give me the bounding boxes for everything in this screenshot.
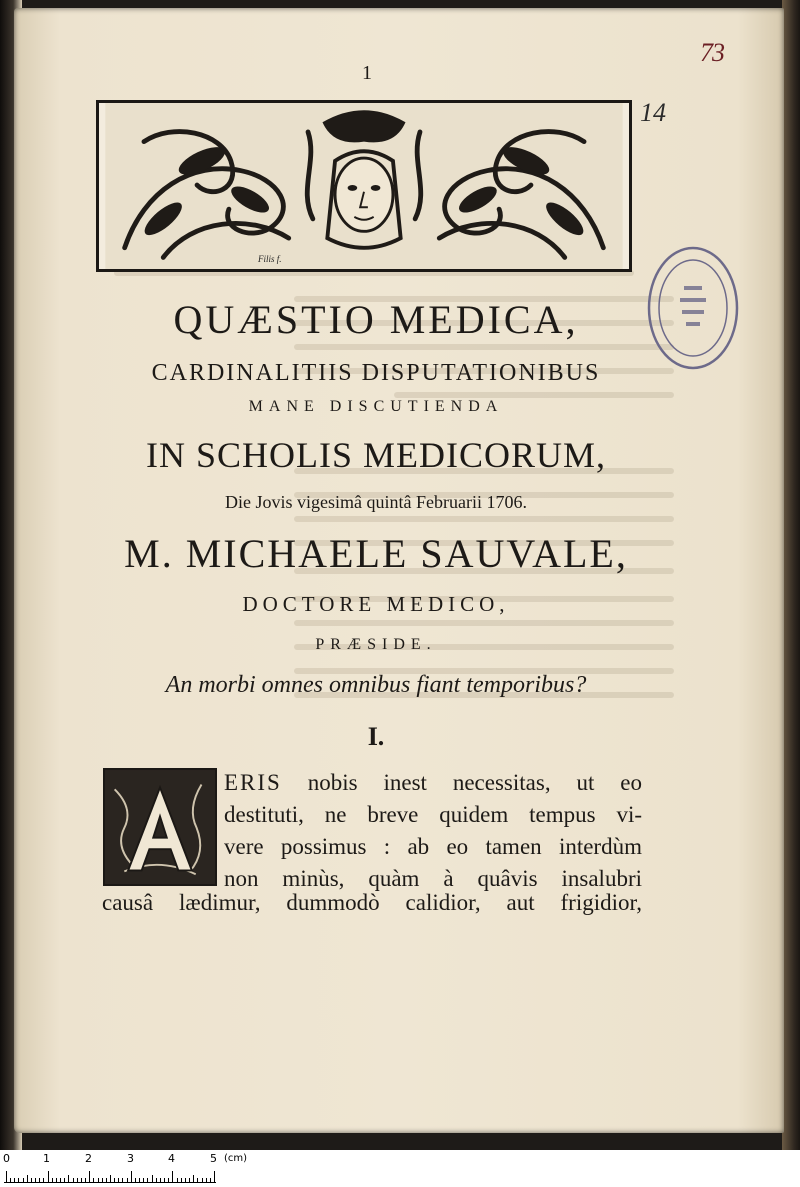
ruler-tick	[93, 1178, 94, 1183]
ruler-tick	[181, 1178, 182, 1183]
title-praeside: PRÆSIDE.	[315, 636, 437, 653]
ruler-label-5: 5	[210, 1152, 217, 1165]
ruler-tick	[210, 1178, 211, 1183]
ruler-tick	[143, 1178, 144, 1183]
ruler-tick	[68, 1175, 69, 1183]
acanthus-mask-engraving	[99, 103, 629, 269]
ruler-tick	[152, 1175, 153, 1183]
ruler-tick	[31, 1178, 32, 1183]
body-line-1	[224, 770, 642, 796]
ruler-tick	[43, 1178, 44, 1183]
ruler-tick	[56, 1178, 57, 1183]
ruler-tick	[164, 1178, 165, 1183]
ruler-tick	[102, 1178, 103, 1183]
title-date: Die Jovis vigesimâ quintâ Februarii 1706.	[225, 492, 527, 512]
ruler-tick	[6, 1171, 7, 1183]
ruler-tick	[185, 1178, 186, 1183]
title-mane-discutienda: MANE DISCUTIENDA	[248, 398, 504, 415]
body-line-4: non minùs, quàm à quâvis insalubri	[224, 866, 642, 891]
ruler-tick	[131, 1171, 132, 1183]
book-fore-edge	[782, 0, 800, 1150]
ruler-tick	[35, 1178, 36, 1183]
ruler-tick	[77, 1178, 78, 1183]
body-line-2: destituti, ne breve quidem tempus vi-	[224, 802, 642, 827]
ruler-tick	[139, 1178, 140, 1183]
decorated-initial-a	[103, 768, 217, 886]
ruler-tick	[14, 1178, 15, 1183]
ruler-tick	[193, 1175, 194, 1183]
ruler-label-0: 0	[3, 1152, 10, 1165]
ruler-unit: (cm)	[224, 1153, 248, 1164]
ruler-tick	[147, 1178, 148, 1183]
ruler-tick	[60, 1178, 61, 1183]
section-number: I.	[367, 722, 385, 751]
ruler-tick	[18, 1178, 19, 1183]
ruler-tick	[64, 1178, 65, 1183]
title-doctore-medico: DOCTORE MEDICO,	[242, 592, 510, 616]
ruler-tick	[85, 1178, 86, 1183]
thesis-question: An morbi omnes omnibus fiant temporibus?	[165, 672, 587, 698]
title-in-scholis: IN SCHOLIS MEDICORUM,	[145, 435, 607, 475]
ruler-tick	[81, 1178, 82, 1183]
headpiece-ornament	[96, 100, 632, 272]
ruler-tick	[135, 1178, 136, 1183]
ruler-tick	[156, 1178, 157, 1183]
ruler-label-3: 3	[127, 1152, 134, 1165]
ruler-tick	[197, 1178, 198, 1183]
handwritten-number: 14	[640, 98, 666, 127]
ruler-tick	[52, 1178, 53, 1183]
ruler-tick	[106, 1178, 107, 1183]
ruler-tick	[172, 1171, 173, 1183]
ruler-tick	[114, 1178, 115, 1183]
scale-ruler	[0, 1150, 800, 1187]
page-number: 1	[362, 62, 372, 84]
title-quaestio-medica: QUÆSTIO MEDICA,	[173, 297, 579, 342]
handwritten-folio: 73	[700, 38, 724, 67]
ruler-tick	[98, 1178, 99, 1183]
ruler-tick	[39, 1178, 40, 1183]
ruler-label-1: 1	[43, 1152, 50, 1165]
ruler-tick	[110, 1175, 111, 1183]
ruler-tick	[73, 1178, 74, 1183]
ruler-tick	[27, 1175, 28, 1183]
ruler-tick	[168, 1178, 169, 1183]
library-stamp	[644, 242, 742, 374]
ruler-tick	[214, 1171, 215, 1183]
ruler-tick	[48, 1171, 49, 1183]
ruler-label-2: 2	[85, 1152, 92, 1165]
title-praeses-name: M. MICHAELE SAUVALE,	[124, 531, 628, 576]
body-line-1-text: nobis inest necessitas, ut eo	[281, 770, 642, 795]
body-line-5: causâ lædimur, dummodò calidior, aut frigidior,	[102, 890, 642, 915]
ornament-signature: Filis f.	[258, 254, 282, 264]
ruler-label-4: 4	[168, 1152, 175, 1165]
title-cardinalitiis: CARDINALITIIS DISPUTATIONIBUS	[151, 360, 601, 386]
ruler-tick	[89, 1171, 90, 1183]
ruler-tick	[127, 1178, 128, 1183]
body-line-3: vere possimus : ab eo tamen interdùm	[224, 834, 642, 859]
ruler-tick	[118, 1178, 119, 1183]
ruler-tick	[202, 1178, 203, 1183]
initial-word-caps: ERIS	[224, 770, 282, 795]
ruler-tick	[206, 1178, 207, 1183]
ruler-tick	[189, 1178, 190, 1183]
ruler-tick	[177, 1178, 178, 1183]
ruler-tick	[23, 1178, 24, 1183]
ruler-tick	[10, 1178, 11, 1183]
ruler-tick	[122, 1178, 123, 1183]
ruler-tick	[160, 1178, 161, 1183]
